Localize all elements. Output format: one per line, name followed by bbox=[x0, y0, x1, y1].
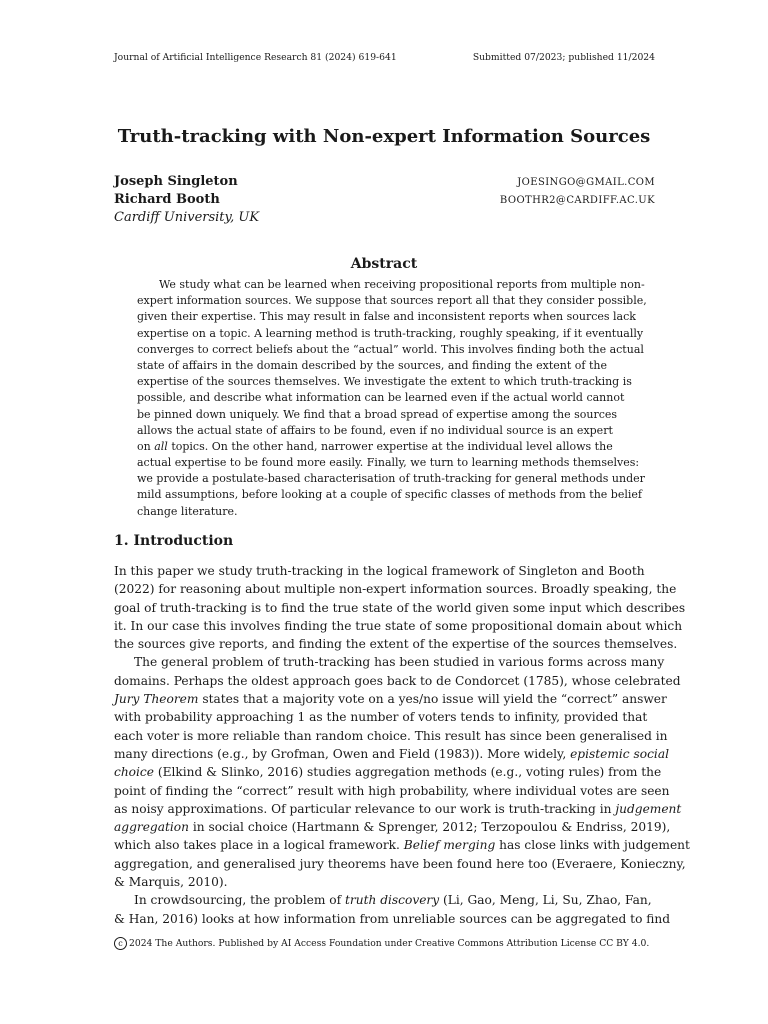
abstract-body bbox=[137, 277, 647, 520]
abstract-line: given their expertise. This may result in false and inconsistent reports when sources lack bbox=[137, 310, 636, 324]
abstract-line: actual expertise to be found more easily. Finally, we turn to learning methods themselves: bbox=[137, 456, 640, 470]
body-line: The general problem of truth-tracking has been studied in various forms across many bbox=[134, 655, 665, 670]
abstract-line: allows the actual state of affairs to be found, even if no individual source is an expert bbox=[137, 423, 613, 437]
affiliation: Cardiff University, UK bbox=[114, 210, 260, 225]
body-text: has close links with judgement bbox=[495, 838, 690, 853]
body-line bbox=[114, 891, 655, 909]
author-name: Richard Booth bbox=[114, 192, 220, 207]
abstract-line: be pinned down uniquely. We find that a broad spread of expertise among the sources bbox=[137, 407, 618, 421]
body-line bbox=[114, 818, 671, 836]
license-text: 2024 The Authors. Published by AI Access Foundation under Creative Commons Attribution License CC BY 4.0. bbox=[129, 938, 650, 949]
body-line: point of finding the “correct” result with high probability, where individual votes are seen bbox=[114, 783, 670, 798]
body-line: it. In our case this involves finding the true state of some propositional domain about which bbox=[114, 618, 683, 633]
submission-dates: Submitted 07/2023; published 11/2024 bbox=[472, 52, 655, 63]
section-heading: 1. Introduction bbox=[114, 533, 234, 549]
running-head bbox=[114, 52, 655, 63]
body-text: In crowdsourcing, the problem of bbox=[134, 893, 346, 908]
abstract-line: converges to correct beliefs about the “actual” world. This involves finding both the actual bbox=[137, 342, 644, 356]
abstract-line bbox=[137, 439, 631, 455]
body-emphasis: aggregation bbox=[114, 820, 189, 835]
abstract-heading: Abstract bbox=[350, 256, 418, 272]
abstract-line: expertise of the sources themselves. We investigate the extent to which truth-tracking is bbox=[137, 375, 632, 389]
body-line bbox=[114, 763, 662, 781]
body-line: & Marquis, 2010). bbox=[114, 875, 228, 890]
body-line: goal of truth-tracking is to find the true state of the world given some input which describes bbox=[114, 600, 686, 615]
copyright-icon: c bbox=[114, 937, 127, 950]
body-line: with probability approaching 1 as the number of voters tends to infinity, provided that bbox=[114, 710, 648, 725]
abstract-line: mild assumptions, before looking at a couple of specific classes of methods from the belief bbox=[137, 488, 642, 502]
abstract-emphasis: all bbox=[154, 439, 168, 453]
introduction-body bbox=[114, 562, 690, 928]
author-row bbox=[114, 192, 655, 210]
author-email[interactable]: JOESINGO@GMAIL.COM bbox=[517, 177, 655, 188]
abstract-line: expert information sources. We suppose that sources report all that they consider possible, bbox=[137, 294, 647, 308]
copyright-footer bbox=[114, 937, 655, 950]
abstract-text: on bbox=[137, 439, 155, 453]
body-emphasis: Belief merging bbox=[403, 838, 496, 853]
author-email[interactable]: BOOTHR2@CARDIFF.AC.UK bbox=[499, 195, 655, 206]
body-line: each voter is more reliable than random choice. This result has since been generalised in bbox=[114, 728, 668, 743]
journal-citation: Journal of Artificial Intelligence Research 81 (2024) 619-641 bbox=[114, 52, 397, 63]
abstract-line: We study what can be learned when receiving propositional reports from multiple non- bbox=[159, 278, 645, 291]
abstract-text: topics. On the other hand, narrower expertise at the individual level allows the bbox=[167, 439, 613, 453]
body-text: (Elkind & Slinko, 2016) studies aggregation methods (e.g., voting rules) from the bbox=[153, 765, 662, 780]
body-line: aggregation, and generalised jury theorems have been found here too (Everaere, Konieczny, bbox=[114, 856, 686, 871]
body-text: states that a majority vote on a yes/no issue will yield the “correct” answer bbox=[198, 692, 667, 707]
abstract-line: possible, and describe what information can be learned even if the actual world cannot bbox=[137, 391, 625, 405]
body-emphasis: judgement bbox=[615, 801, 682, 816]
abstract-line: we provide a postulate-based characterisation of truth-tracking for general methods under bbox=[137, 472, 645, 486]
body-emphasis: choice bbox=[114, 765, 154, 780]
body-line: domains. Perhaps the oldest approach goes back to de Condorcet (1785), whose celebrated bbox=[114, 673, 681, 688]
body-line: the sources give reports, and finding the extent of the expertise of the sources themselves. bbox=[114, 637, 678, 652]
body-text: which also takes place in a logical framework. bbox=[114, 838, 404, 853]
body-emphasis: Jury Theorem bbox=[114, 692, 199, 707]
body-line: & Han, 2016) looks at how information from unreliable sources can be aggregated to find bbox=[114, 911, 671, 926]
body-emphasis: truth discovery bbox=[345, 893, 440, 908]
body-line: (2022) for reasoning about multiple non-expert information sources. Broadly speaking, the bbox=[114, 582, 677, 597]
body-text: as noisy approximations. Of particular relevance to our work is truth-tracking in bbox=[114, 801, 616, 816]
body-text: in social choice (Hartmann & Sprenger, 2012; Terzopoulou & Endriss, 2019), bbox=[188, 820, 671, 835]
author-name: Joseph Singleton bbox=[114, 174, 238, 189]
body-text: many directions (e.g., by Grofman, Owen and Field (1983)). More widely, bbox=[114, 746, 571, 761]
abstract-line: state of affairs in the domain described by the sources, and finding the extent of the bbox=[137, 358, 608, 372]
body-line bbox=[114, 745, 669, 763]
body-emphasis: epistemic social bbox=[570, 746, 669, 761]
abstract-line: change literature. bbox=[137, 504, 238, 518]
body-line bbox=[114, 690, 667, 708]
abstract-line: expertise on a topic. A learning method is truth-tracking, roughly speaking, if it eventually bbox=[137, 326, 644, 340]
author-row bbox=[114, 174, 655, 192]
body-line bbox=[114, 800, 682, 818]
author-block bbox=[114, 174, 655, 228]
paper-title: Truth-tracking with Non-expert Information Sources bbox=[117, 126, 651, 147]
body-line bbox=[114, 836, 690, 854]
body-line: In this paper we study truth-tracking in the logical framework of Singleton and Booth bbox=[114, 564, 645, 578]
body-text: (Li, Gao, Meng, Li, Su, Zhao, Fan, bbox=[439, 893, 652, 908]
